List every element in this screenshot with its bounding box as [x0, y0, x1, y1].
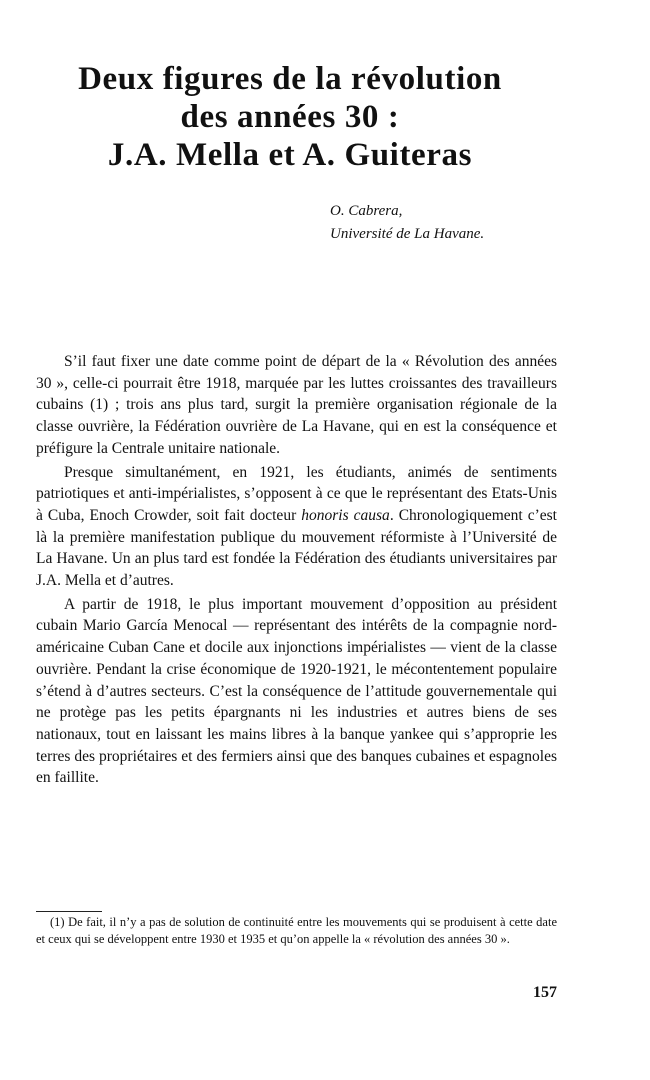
- author-affiliation: Université de La Havane.: [330, 226, 485, 242]
- footnote: [36, 914, 557, 947]
- footnote-text: (1) De fait, il n’y a pas de solution de continuité entre les mouvements qui se produisent à cette date et ceux qui se développent entre 1930 et 1935 et qu’on appelle la « révolution des années 30 ».: [36, 915, 557, 946]
- body-paragraph-1: S’il faut fixer une date comme point de départ de la « Révolution des années 30 », celle-ci pourrait être 1918, marquée par les luttes croissantes des travailleurs cubains (1) ; trois ans plus tard, surgit la première organisation régionale de la classe ouvrière, la Fédération ouvrière de La Havane, qui en est la conséquence et préfigure la Centrale unitaire nationale.: [36, 353, 557, 457]
- article-body: [36, 351, 557, 789]
- body-paragraph-2: [36, 462, 557, 592]
- article-title: [0, 60, 580, 174]
- title-line-1: Deux figures de la révolution: [78, 61, 502, 97]
- author-name: O. Cabrera,: [330, 203, 403, 219]
- footnote-divider: [36, 911, 102, 912]
- paragraph-2-text-before: Presque simultanément, en 1921, les étudiants, animés de sentiments patriotiques et anti-impérialistes, s’opposent à ce que le représentant des Etats-Unis à Cuba, Enoch Crowder, soit fait docteur: [36, 463, 557, 524]
- paragraph-2-text-after: . Chronologiquement c’est là la première manifestation publique du mouvement réformiste à l’Université de La Havane. Un an plus tard est fondée la Fédération des étudiants universitaires par J.A. Mella et d’autres.: [36, 506, 557, 590]
- title-line-3: J.A. Mella et A. Guiteras: [107, 137, 473, 173]
- page-number: 157: [533, 984, 557, 1001]
- paragraph-2-italic-phrase: honoris causa: [301, 506, 390, 524]
- author-block: [330, 200, 630, 246]
- title-line-2: des années 30 :: [180, 99, 400, 135]
- body-paragraph-3: A partir de 1918, le plus important mouvement d’opposition au président cubain Mario García Menocal — représentant des intérêts de la compagnie nord-américaine Cuban Cane et docile aux injonctions impérialistes — vient de la classe ouvrière. Pendant la crise économique de 1920-1921, le mécontentement populaire s’étend à d’autres secteurs. C’est la conséquence de l’attitude gouvernementale qui ne protège pas les petits épargnants ni les industries et autres biens de ses nationaux, tout en laissant les mains libres à la banque yankee qui s’approprie les terres des propriétaires et des fermiers ainsi que des banques cubaines et espagnoles en faillite.: [36, 595, 557, 787]
